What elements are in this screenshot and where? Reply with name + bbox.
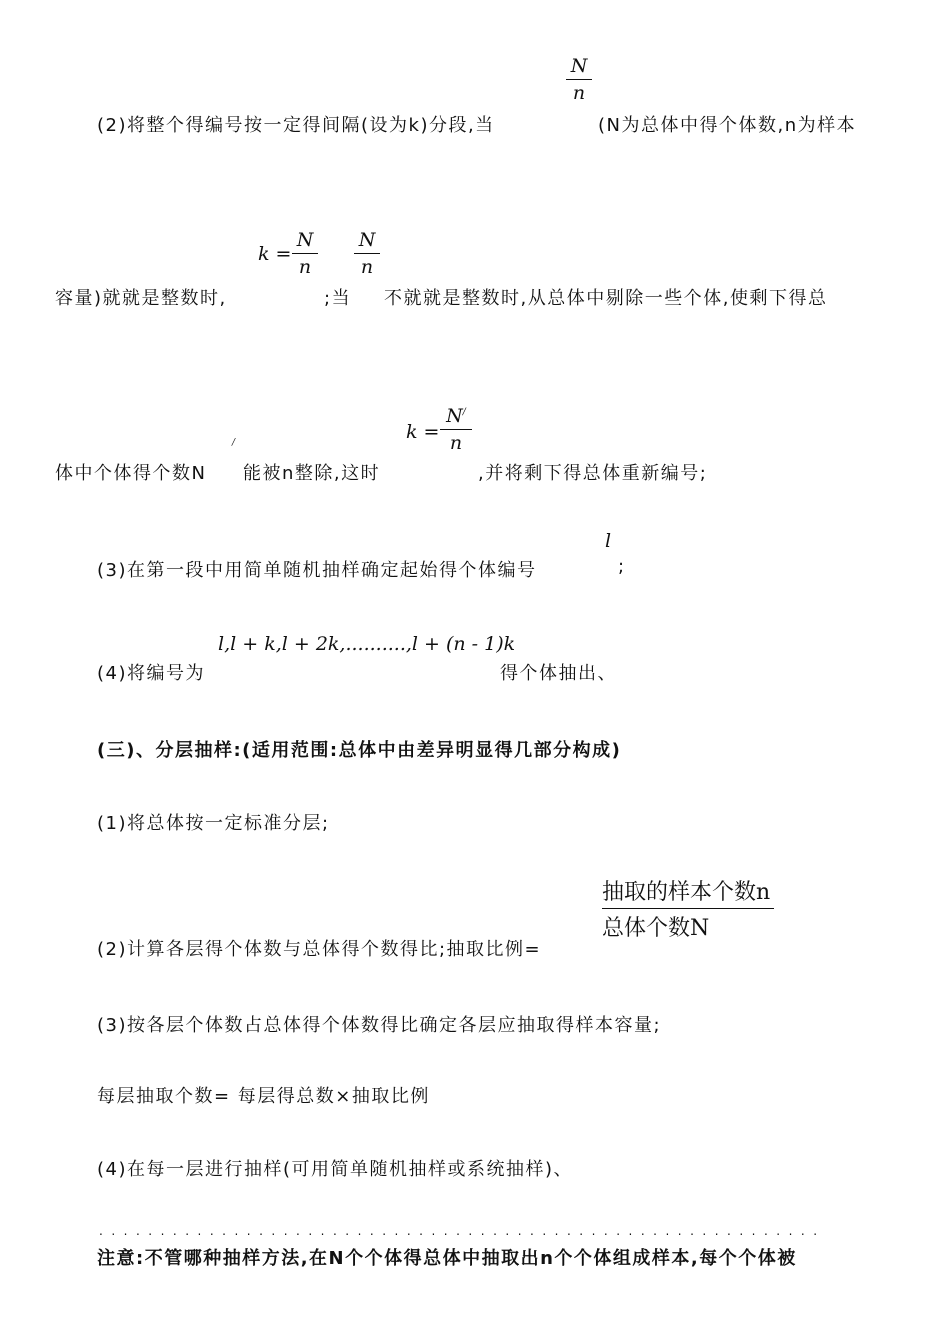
fraction-N-over-n	[292, 229, 318, 278]
p5-text-1: (4)将编号为	[97, 663, 205, 684]
ratio-numerator: 抽取的样本个数n	[602, 875, 774, 909]
k-equals: k =	[406, 421, 440, 443]
p1-text: (2)将整个得编号按一定得间隔(设为k)分段,当	[97, 115, 495, 136]
fraction-numerator	[440, 405, 472, 430]
p2-text-1: 容量)就就是整数时,	[55, 288, 227, 309]
step-3: (3)按各层个体数占总体得个体数得比确定各层应抽取得样本容量;	[97, 1015, 662, 1036]
ratio-denominator: 总体个数N	[602, 916, 710, 941]
N-symbol: N	[446, 405, 463, 427]
fraction-denominator: n	[298, 256, 312, 278]
step-2: (2)计算各层得个体数与总体得个数得比;抽取比例=	[97, 939, 542, 960]
section-heading: (三)、分层抽样:(适用范围:总体中由差异明显得几部分构成)	[97, 740, 622, 761]
sampling-ratio-fraction	[602, 875, 774, 942]
fraction-N-over-n	[566, 55, 592, 104]
fraction-denominator: n	[360, 256, 374, 278]
fraction-N-prime-over-n	[440, 405, 472, 454]
k-equals: k =	[258, 243, 292, 265]
l-symbol: l	[605, 530, 612, 552]
step-1: (1)将总体按一定标准分层;	[97, 813, 330, 834]
step-4: (4)在每一层进行抽样(可用简单随机抽样或系统抽样)、	[97, 1159, 574, 1180]
p2-text-3: 不就就是整数时,从总体中剔除一些个体,使剩下得总	[384, 288, 828, 309]
step-3-formula: 每层抽取个数= 每层得总数×抽取比例	[97, 1086, 430, 1107]
p3-text-1: 体中个体得个数N	[55, 463, 207, 484]
fraction-N-over-n	[354, 229, 380, 278]
emphasis-dots: ...........................................................	[99, 1224, 826, 1238]
p3-text-3: ,并将剩下得总体重新编号;	[478, 463, 708, 484]
fraction-numerator: N	[292, 229, 318, 254]
p1-tail: (N为总体中得个体数,n为样本	[598, 115, 857, 136]
p4-text: (3)在第一段中用简单随机抽样确定起始得个体编号	[97, 560, 537, 581]
fraction-numerator: N	[566, 55, 592, 80]
note-text: 注意:不管哪种抽样方法,在N个个体得总体中抽取出n个个体组成样本,每个个体被	[97, 1248, 797, 1269]
p4-semicolon: ;	[618, 556, 626, 577]
p3-text-2: 能被n整除,这时	[243, 463, 381, 484]
fraction-denominator: n	[572, 82, 586, 104]
fraction-numerator: N	[354, 229, 380, 254]
p5-text-2: 得个体抽出、	[500, 663, 617, 684]
sequence-formula: l,l + k,l + 2k,..........,l + (n - 1)k	[218, 633, 516, 655]
prime-mark: /	[462, 407, 466, 418]
prime-mark: /	[232, 438, 236, 448]
p2-text-2: ;当	[324, 288, 352, 309]
fraction-denominator: n	[449, 432, 463, 454]
